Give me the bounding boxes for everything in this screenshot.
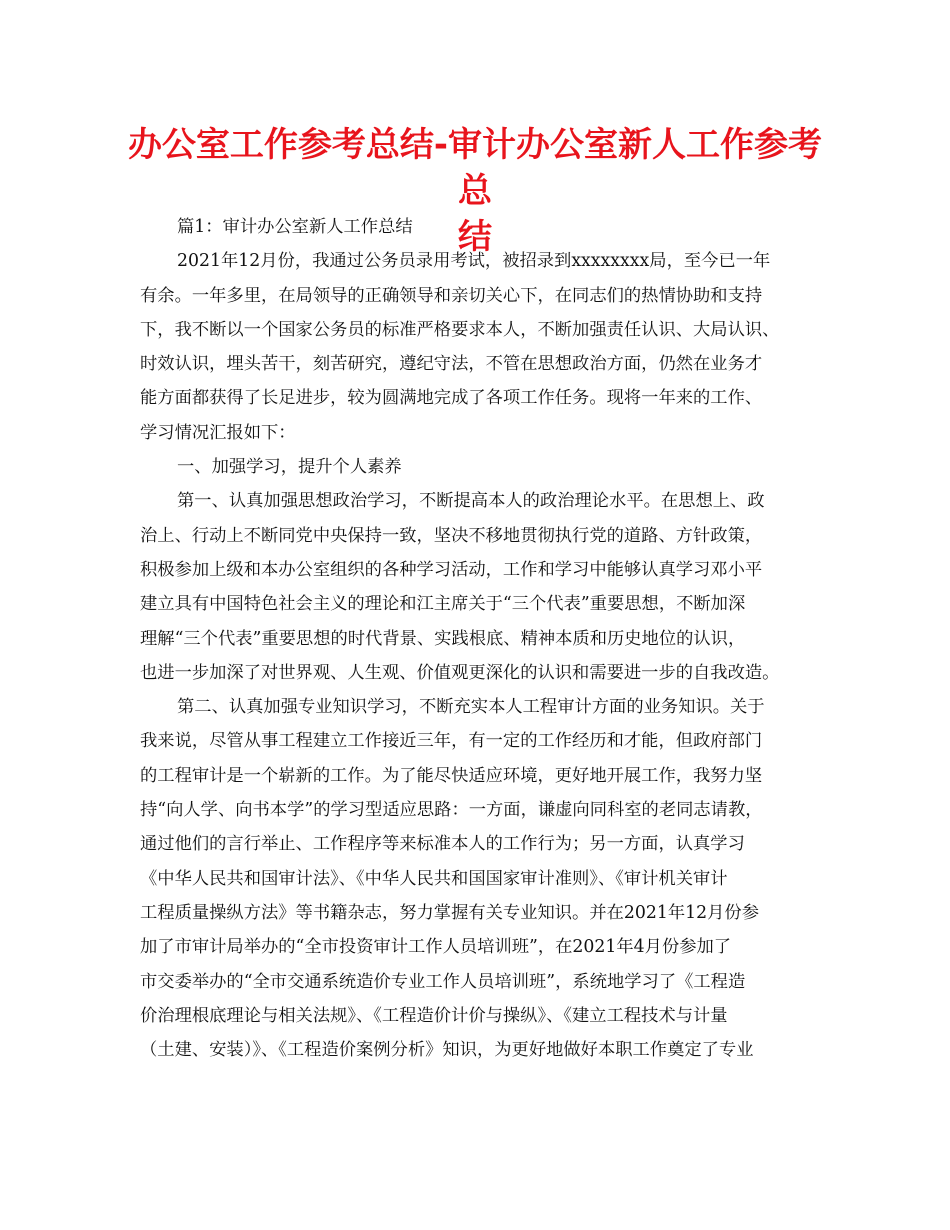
body-line: 我来说，尽管从事工程建立工作接近三年，有一定的工作经历和才能，但政府部门	[140, 731, 763, 752]
body-line: 篇1：审计办公室新人工作总结	[177, 217, 413, 237]
body-line: 2021年12月份，我通过公务员录用考试，被招录到xxxxxxxx局，至今已一年	[177, 251, 771, 272]
title-line-1: 办公室工作参考总结-审计办公室新人工作参考总	[127, 125, 823, 211]
body-line: 通过他们的言行举止、工作程序等来标准本人的工作行为；另一方面，认真学习	[140, 834, 745, 855]
body-line: 的工程审计是一个崭新的工作。为了能尽快适应环境，更好地开展工作，我努力坚	[140, 765, 763, 786]
body-line: 价治理根底理论与相关法规》、《工程造价计价与操纵》、《建立工程技术与计量	[140, 1005, 728, 1026]
body-line: 理解“三个代表”重要思想的时代背景、实践根底、精神本质和历史地位的认识，	[140, 628, 746, 649]
body-line: 持“向人学、向书本学”的学习型适应思路：一方面，谦虚向同科室的老同志请教，	[140, 800, 763, 821]
body-line: 时效认识，埋头苦干，刻苦研究，遵纪守法，不管在思想政治方面，仍然在业务才	[140, 354, 763, 375]
body-line: 有余。一年多里，在局领导的正确领导和亲切关心下，在同志们的热情协助和支持	[140, 285, 763, 306]
body-line: 积极参加上级和本办公室组织的各种学习活动，工作和学习中能够认真学习邓小平	[140, 559, 763, 580]
body-line: 第一、认真加强思想政治学习，不断提高本人的政治理论水平。在思想上、政	[177, 491, 765, 512]
body-line: 《中华人民共和国审计法》、《中华人民共和国国家审计准则》、《审计机关审计	[140, 868, 728, 889]
body-line: 工程质量操纵方法》等书籍杂志，努力掌握有关专业知识。并在2021年12月份参	[140, 902, 759, 923]
body-line: 第二、认真加强专业知识学习，不断充实本人工程审计方面的业务知识。关于	[177, 697, 765, 718]
body-line: 也进一步加深了对世界观、人生观、价值观更深化的认识和需要进一步的自我改造。	[140, 662, 780, 683]
body-line: 加了市审计局举办的“全市投资审计工作人员培训班”，在2021年4月份参加了	[140, 937, 732, 958]
body-line: 治上、行动上不断同党中央保持一致，坚决不移地贯彻执行党的道路、方针政策，	[140, 525, 763, 546]
body-line: （土建、安装）》、《工程造价案例分析》知识，为更好地做好本职工作奠定了专业	[140, 1040, 754, 1061]
body-line: 建立具有中国特色社会主义的理论和江主席关于“三个代表”重要思想，不断加深	[140, 594, 746, 615]
body-line: 能方面都获得了长足进步，较为圆满地完成了各项工作任务。现将一年来的工作、	[140, 388, 763, 409]
title-line-2: 结	[458, 217, 492, 257]
body-line: 一、加强学习，提升个人素养	[177, 457, 402, 478]
body-line: 下，我不断以一个国家公务员的标准严格要求本人，不断加强责任认识、大局认识、	[140, 319, 780, 340]
body-line: 市交委举办的“全市交通系统造价专业工作人员培训班”，系统地学习了《工程造	[140, 971, 746, 992]
body-line: 学习情况汇报如下：	[140, 422, 296, 443]
document-body	[140, 210, 812, 1067]
